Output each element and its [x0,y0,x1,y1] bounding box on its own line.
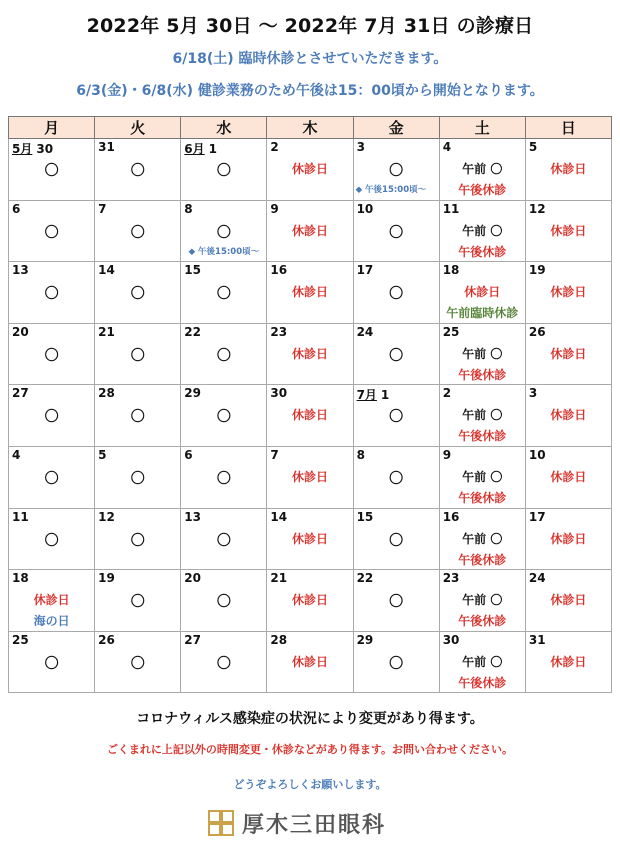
open-mark: 〇 [44,224,59,241]
day-number [357,325,374,339]
pm-closed-label: 午後休診 [458,490,507,505]
open-mark: 〇 [216,163,231,179]
am-open-label: 午前 〇 [462,654,503,669]
calendar-day-cell [267,508,353,570]
open-mark: 〇 [44,470,59,487]
calendar-week-row [9,508,612,570]
day-number [184,140,217,157]
day-number [357,263,374,277]
calendar-day-cell [95,200,181,262]
page-title: 2022年 5月 30日 〜 2022年 7月 31日 の診療日 [86,15,534,37]
calendar-day-cell [439,200,525,262]
day-value: 18 [12,571,29,586]
weekday-mon: 月 [9,117,95,139]
calendar-day-cell [525,323,611,385]
open-mark: 〇 [389,409,404,426]
day-value: 31 [98,140,115,154]
day-number [12,325,29,339]
calendar-day-cell [181,508,267,570]
calendar-day-cell [267,200,353,262]
day-value: 19 [98,571,115,586]
day-number [529,571,546,585]
day-value: 31 [528,632,546,647]
calendar-day-cell [9,323,95,385]
day-value: 21 [98,324,115,339]
pm-closed-label: 午後休診 [458,367,507,382]
day-number [529,140,537,154]
day-number [357,202,374,216]
day-value: 15 [356,509,374,524]
closed-label: 休診日 [550,408,587,423]
calendar-day-cell [439,262,525,324]
closed-label: 休診日 [291,223,328,238]
day-number [270,140,278,154]
calendar-day-cell [439,631,525,693]
calendar-day-cell [9,200,95,262]
day-number [270,571,287,585]
calendar-day-cell [525,631,611,693]
calendar-day-cell [95,139,181,201]
closed-label: 休診日 [291,469,328,484]
day-value: 3 [528,386,538,401]
pm-closed-label: 午後休診 [458,675,507,690]
day-value: 28 [98,386,115,401]
open-mark: 〇 [44,532,59,549]
day-value: 18 [442,263,460,278]
day-number [12,448,20,462]
weekday-fri: 金 [353,117,439,139]
am-open-label: 午前 〇 [462,346,503,361]
calendar-week-row [9,446,612,508]
calendar-day-cell [9,262,95,324]
day-number [12,140,53,157]
day-value: 12 [528,201,546,216]
calendar-day-cell [353,446,439,508]
calendar-day-cell [95,508,181,570]
calendar-day-cell [9,631,95,693]
calendar-table [8,116,612,693]
open-mark: 〇 [130,347,145,364]
day-value: 30 [442,632,460,647]
covid-notice: コロナウィルス感染症の状況により変更があり得ます。 [136,711,484,727]
day-value: 5 [528,140,538,154]
day-number [12,263,29,277]
day-number [443,140,451,154]
afternoon-start-note: ◆ 午後15:00頃～ [188,246,260,257]
day-number [270,510,287,524]
day-value: 24 [528,571,546,586]
weekday-sat: 土 [439,117,525,139]
open-mark: 〇 [216,470,231,487]
calendar-day-cell [267,262,353,324]
calendar-day-cell [9,570,95,632]
day-value: 10 [528,447,546,462]
day-number [184,571,201,585]
greeting: どうぞよろしくお願いします。 [233,778,387,791]
open-mark: 〇 [44,347,59,364]
calendar-day-cell [353,262,439,324]
am-open-label: 午前 〇 [462,162,503,176]
day-number [529,263,546,277]
open-mark: 〇 [44,409,59,426]
open-mark: 〇 [216,532,231,549]
day-number [98,386,115,400]
day-number [270,633,287,647]
calendar-day-cell [439,323,525,385]
open-mark: 〇 [130,409,145,426]
open-mark: 〇 [389,655,404,672]
clinic-logo [208,806,386,840]
open-mark: 〇 [130,594,145,611]
logo-mark-icon [208,810,234,836]
closed-label: 休診日 [291,162,328,176]
weekday-thu: 木 [267,117,353,139]
calendar-day-cell [95,570,181,632]
calendar-day-cell [353,570,439,632]
pm-closed-label: 午後休診 [458,429,507,444]
day-number [12,633,29,647]
calendar-week-row [9,323,612,385]
calendar-day-cell [525,200,611,262]
day-value: 27 [12,386,29,401]
day-value: 6 [184,447,193,462]
day-number [357,510,374,524]
day-number [12,571,29,585]
day-value: 13 [184,509,201,524]
notice-afternoon-delay: 6/3(金)・6/8(水) 健診業務のため午後は15：00頃から開始となります。 [76,83,544,99]
day-value: 6 [12,201,21,216]
day-value: 19 [528,263,546,278]
day-number [98,633,115,647]
open-mark: 〇 [130,470,145,487]
open-mark: 〇 [44,163,59,179]
day-number [443,202,460,216]
day-number [357,571,374,585]
open-mark: 〇 [389,163,404,179]
day-value: 8 [356,447,365,462]
day-number [443,263,460,277]
day-value: 5 [98,447,107,462]
pm-closed-label: 午後休診 [458,614,507,629]
day-value: 1 [380,388,390,403]
pm-closed-label: 午後休診 [458,183,507,197]
day-value: 25 [442,324,460,339]
day-value: 3 [356,140,365,154]
day-value: 9 [270,201,279,216]
day-number [357,386,390,403]
day-value: 10 [356,201,374,216]
closed-label: 休診日 [291,593,328,608]
day-number [443,386,451,400]
closed-label: 休診日 [550,593,587,608]
day-value: 8 [184,201,193,216]
month-label: 7月 [356,388,377,403]
day-number [270,386,287,400]
calendar-day-cell [353,139,439,201]
am-open-label: 午前 〇 [462,531,503,546]
calendar-day-cell [181,570,267,632]
calendar-day-cell [439,570,525,632]
calendar-day-cell [95,262,181,324]
day-value: 20 [184,571,201,586]
calendar-day-cell [9,385,95,447]
calendar-day-cell [353,323,439,385]
weekday-header-row [9,117,612,139]
day-number [12,510,29,524]
day-value: 13 [12,263,29,278]
weekday-sun: 日 [525,117,611,139]
day-number [529,202,546,216]
calendar-day-cell [9,446,95,508]
day-value: 29 [184,386,201,401]
open-mark: 〇 [389,224,404,241]
closed-label: 休診日 [291,346,328,361]
day-value: 21 [270,571,288,586]
open-mark: 〇 [130,532,145,549]
calendar-week-row [9,631,612,693]
open-mark: 〇 [216,224,231,241]
calendar-day-cell [181,139,267,201]
calendar-week-row [9,262,612,324]
day-value: 26 [98,632,115,647]
open-mark: 〇 [216,286,231,303]
day-number [270,202,278,216]
open-mark: 〇 [130,163,145,179]
day-number [12,386,29,400]
day-value: 4 [12,447,21,462]
day-value: 11 [12,509,29,524]
day-value: 23 [270,324,288,339]
day-number [529,510,546,524]
day-value: 30 [36,142,54,156]
day-number [98,571,115,585]
calendar-day-cell [95,385,181,447]
am-open-label: 午前 〇 [462,593,503,608]
calendar-day-cell [95,446,181,508]
calendar-day-cell [525,446,611,508]
day-value: 12 [98,509,115,524]
pm-closed-label: 午後休診 [458,552,507,567]
calendar-day-cell [353,385,439,447]
open-mark: 〇 [130,224,145,241]
calendar-day-cell [267,446,353,508]
day-value: 29 [356,632,374,647]
calendar-day-cell [525,385,611,447]
day-value: 1 [208,142,217,156]
day-number [98,325,115,339]
closed-label: 休診日 [550,531,587,546]
calendar-day-cell [181,631,267,693]
day-number [184,633,201,647]
day-value: 9 [442,447,452,462]
day-number [357,140,365,154]
day-value: 7 [270,447,279,462]
day-number [443,633,460,647]
temporary-closure-label: 午前臨時休診 [446,306,519,321]
month-label: 6月 [184,142,205,156]
day-number [184,202,192,216]
pm-closed-label: 午後休診 [458,244,507,259]
day-value: 17 [356,263,374,278]
calendar-day-cell [181,262,267,324]
am-open-label: 午前 〇 [462,469,503,484]
day-number [98,202,106,216]
open-mark: 〇 [389,532,404,549]
day-value: 17 [528,509,546,524]
open-mark: 〇 [216,655,231,672]
closed-label: 休診日 [550,469,587,484]
day-number [357,448,365,462]
calendar-week-row [9,139,612,201]
weekday-wed: 水 [181,117,267,139]
month-label: 5月 [12,142,33,156]
day-number [443,510,460,524]
day-number [98,510,115,524]
calendar-day-cell [439,385,525,447]
day-value: 26 [528,324,546,339]
day-number [184,263,201,277]
calendar-day-cell [353,631,439,693]
calendar-day-cell [525,262,611,324]
day-value: 28 [270,632,288,647]
day-value: 24 [356,324,374,339]
day-number [443,571,460,585]
open-mark: 〇 [216,347,231,364]
day-number [184,325,201,339]
calendar-day-cell [95,323,181,385]
day-number [98,263,115,277]
day-value: 16 [442,509,460,524]
day-value: 23 [442,571,460,586]
open-mark: 〇 [130,286,145,303]
weekday-tue: 火 [95,117,181,139]
calendar-day-cell [525,508,611,570]
day-value: 22 [184,324,201,339]
day-number [184,448,192,462]
am-open-label: 午前 〇 [462,408,503,423]
day-value: 30 [270,386,288,401]
open-mark: 〇 [44,286,59,303]
calendar-day-cell [267,631,353,693]
day-number [357,633,374,647]
closed-label: 休診日 [550,654,587,669]
day-number [184,386,201,400]
open-mark: 〇 [389,286,404,303]
closed-label: 休診日 [291,408,328,423]
closed-label: 休診日 [550,162,587,176]
day-value: 14 [270,509,288,524]
clinic-name: 厚木三田眼科 [242,811,387,838]
closed-label: 休診日 [291,285,328,300]
calendar-day-cell [439,446,525,508]
open-mark: 〇 [216,594,231,611]
day-number [529,448,546,462]
closed-label: 休診日 [550,223,587,238]
day-number [529,386,537,400]
calendar-week-row [9,570,612,632]
day-value: 22 [356,571,374,586]
day-number [98,448,106,462]
calendar-week-row [9,385,612,447]
closed-label: 休診日 [33,593,70,608]
day-value: 14 [98,263,115,278]
calendar-day-cell [525,139,611,201]
notice-temporary-closure: 6/18(土) 臨時休診とさせていただきます。 [172,51,448,67]
calendar-day-cell [181,200,267,262]
day-value: 25 [12,632,29,647]
calendar-day-cell [353,200,439,262]
calendar-day-cell [439,139,525,201]
calendar-day-cell [439,508,525,570]
closed-label: 休診日 [291,531,328,546]
day-value: 2 [442,386,452,401]
calendar-day-cell [267,570,353,632]
am-open-label: 午前 〇 [462,223,503,238]
day-value: 11 [442,201,460,216]
open-mark: 〇 [389,594,404,611]
day-number [270,263,287,277]
closed-label: 休診日 [464,285,501,300]
calendar-day-cell [267,139,353,201]
schedule-change-notice: ごくまれに上記以外の時間変更・休診などがあり得ます。お問い合わせください。 [106,743,514,756]
day-value: 4 [442,140,452,154]
day-number [529,633,546,647]
calendar-day-cell [181,323,267,385]
day-number [270,325,287,339]
calendar-day-cell [181,385,267,447]
open-mark: 〇 [216,409,231,426]
calendar-day-cell [353,508,439,570]
closed-label: 休診日 [291,654,328,669]
calendar-day-cell [9,508,95,570]
open-mark: 〇 [389,470,404,487]
calendar-day-cell [267,323,353,385]
day-number [270,448,278,462]
closed-label: 休診日 [550,346,587,361]
day-value: 15 [184,263,201,278]
day-value: 7 [98,201,107,216]
calendar-day-cell [95,631,181,693]
day-value: 27 [184,632,201,647]
day-number [443,325,460,339]
afternoon-start-note: ◆ 午後15:00頃～ [355,185,427,195]
calendar-day-cell [9,139,95,201]
day-number [529,325,546,339]
day-number [12,202,20,216]
closed-label: 休診日 [550,285,587,300]
open-mark: 〇 [389,347,404,364]
day-number [443,448,451,462]
open-mark: 〇 [44,655,59,672]
day-value: 2 [270,140,279,154]
calendar-day-cell [267,385,353,447]
day-value: 16 [270,263,288,278]
day-number [184,510,201,524]
day-value: 20 [12,324,29,339]
calendar-day-cell [181,446,267,508]
open-mark: 〇 [130,655,145,672]
day-number [98,140,115,154]
calendar-week-row [9,200,612,262]
calendar-day-cell [525,570,611,632]
holiday-name: 海の日 [33,614,70,629]
